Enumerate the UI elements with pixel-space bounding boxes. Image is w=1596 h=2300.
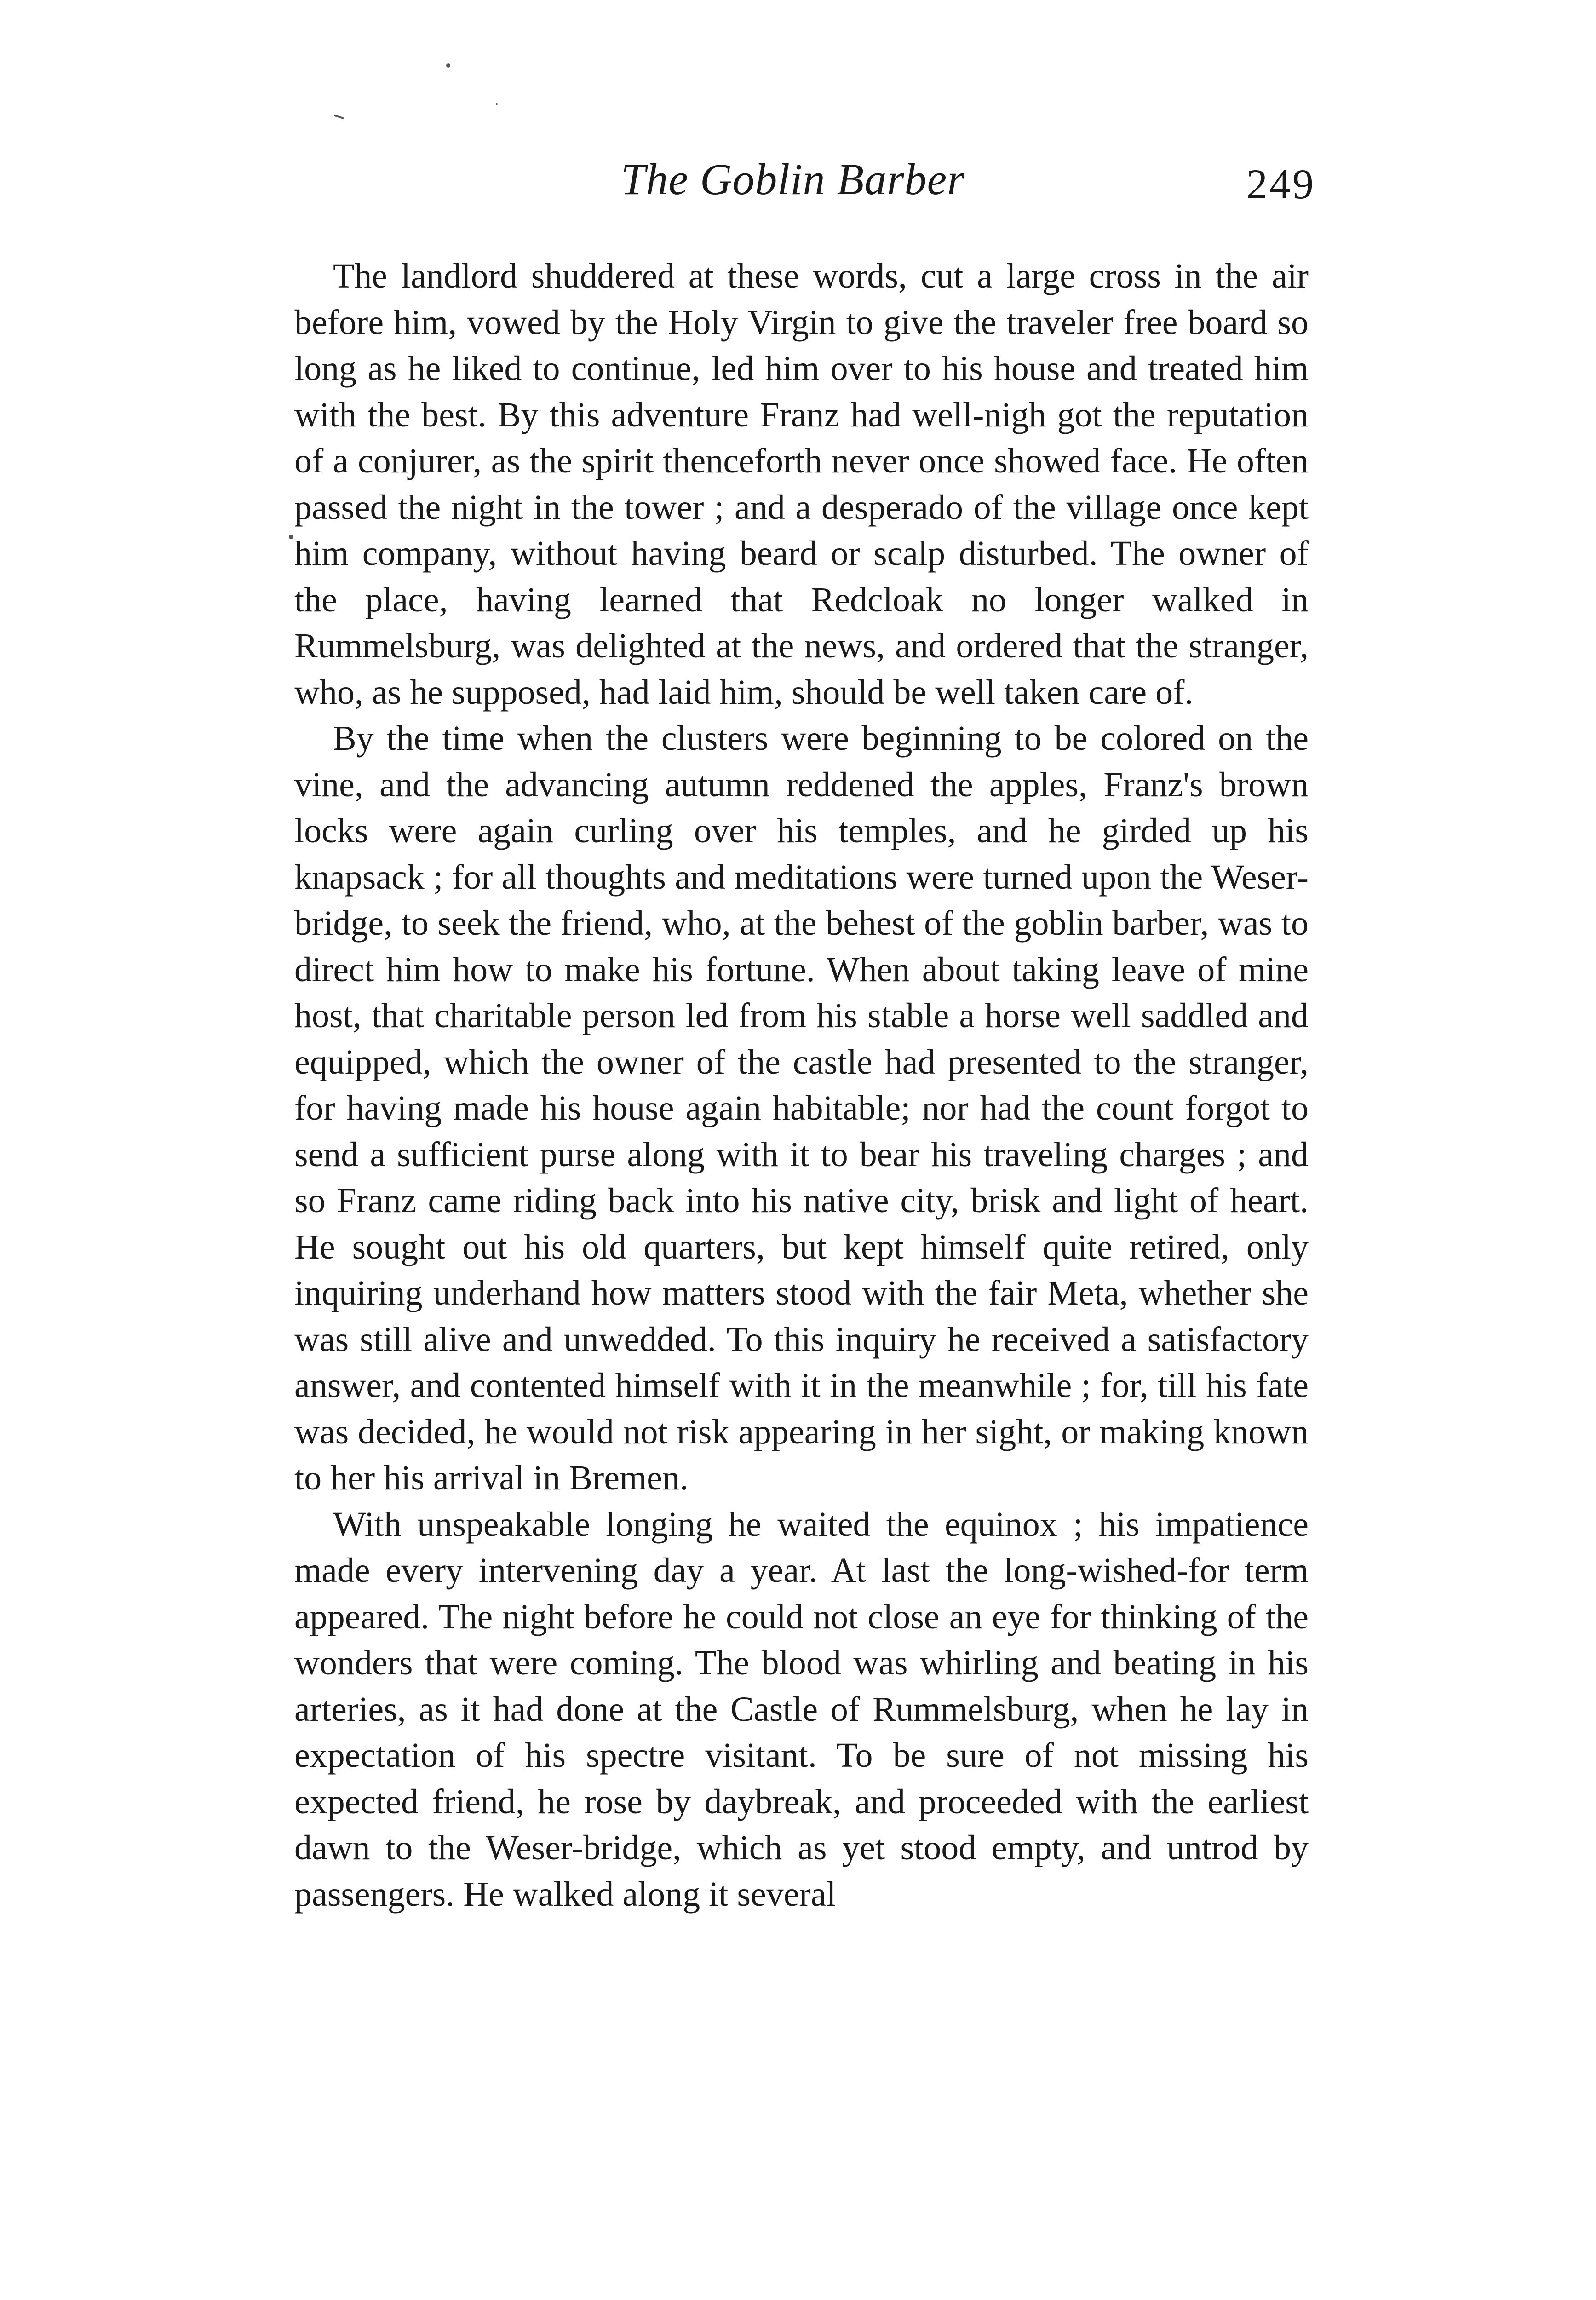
page-speck xyxy=(334,115,344,120)
page-speck xyxy=(289,535,293,539)
page-header xyxy=(294,152,1315,216)
body-text xyxy=(294,253,1309,1917)
page-number: 249 xyxy=(1246,161,1315,207)
paragraph: With unspeakable longing he waited the equinox ; his impatience made every intervening day a year. At last the long-wished-for term appeared. The night before he could not close an eye for thinking of the wonders that were coming. The blood was whirling and beating in his arteries, as it had done at the Castle of Rummelsburg, when he lay in expectation of his spectre visitant. To be sure of not missing his expected friend, he rose by daybreak, and proceeded with the earliest dawn to the Weser-bridge, which as yet stood empty, and untrod by passengers. He walked along it several xyxy=(294,1505,1309,1914)
page-speck xyxy=(496,103,498,105)
page-speck xyxy=(446,63,450,68)
paragraph: By the time when the clusters were beginning to be colored on the vine, and the advancing autumn reddened the apples, Franz's brown locks were again curling over his temples, and he girded up his knapsack ; for all thoughts and meditations were turned upon the Weser-bridge, to seek the friend, who, at the behest of the goblin barber, was to direct him how to make his fortune. When about taking leave of mine host, that charitable person led from his stable a horse well saddled and equipped, which the owner of the castle had presented to the stranger, for having made his house again habitable; nor had the count forgot to send a sufficient purse along with it to bear his traveling charges ; and so Franz came riding back into his native city, brisk and light of heart. He sought out his old quarters, but kept himself quite retired, only inquiring underhand how matters stood with the fair Meta, whether she was still alive and unwedded. To this inquiry he received a satisfactory answer, and contented himself with it in the meanwhile ; for, till his fate was decided, he would not risk appearing in her sight, or making known to her his arrival in Bremen. xyxy=(294,719,1309,1497)
paragraph: The landlord shuddered at these words, cut a large cross in the air before him, vowed by the Holy Virgin to give the traveler free board so long as he liked to continue, led him over to his house and treated him with the best. By this adventure Franz had well-nigh got the reputation of a conjurer, as the spirit thenceforth never once showed face. He often passed the night in the tower ; and a desperado of the village once kept him company, without having beard or scalp disturbed. The owner of the place, having learned that Redcloak no longer walked in Rummelsburg, was delighted at the news, and ordered that the stranger, who, as he supposed, had laid him, should be well taken care of. xyxy=(294,257,1309,712)
running-title: The Goblin Barber xyxy=(621,155,965,204)
